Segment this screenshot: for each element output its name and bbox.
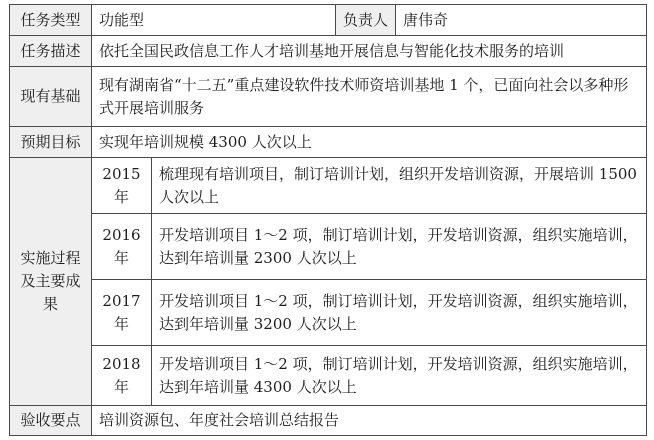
existing-basis-value: 现有湖南省“十二五”重点建设软件技术师资培训基地 1 个，已面向社会以多种形式开展培训服务 [92,67,647,127]
result-2017: 开发培训项目 1～2 项，制订培训计划，开发培训资源，组织实施培训，达到年培训量 3200 人次以上 [152,280,647,346]
owner-label: 负责人 [336,5,396,36]
owner-value: 唐伟奇 [396,5,647,36]
implementation-label: 实施过程及主要成果 [10,158,92,406]
row-task-type [10,5,647,36]
row-year-2016 [10,214,647,280]
year-2017: 2017 年 [92,280,152,346]
year-2018: 2018 年 [92,346,152,406]
acceptance-value: 培训资源包、年度社会培训总结报告 [92,406,647,436]
task-type-value: 功能型 [92,5,336,36]
task-table [9,4,647,436]
row-year-2017 [10,280,647,346]
result-2018: 开发培训项目 1～2 项，制订培训计划，开发培训资源，组织实施培训，达到年培训量 4300 人次以上 [152,346,647,406]
acceptance-label: 验收要点 [10,406,92,436]
year-2015: 2015 年 [92,158,152,214]
task-description-value: 依托全国民政信息工作人才培训基地开展信息与智能化技术服务的培训 [92,36,647,67]
expected-goal-value: 实现年培训规模 4300 人次以上 [92,127,647,158]
year-2016: 2016 年 [92,214,152,280]
result-2016: 开发培训项目 1～2 项，制订培训计划，开发培训资源，组织实施培训，达到年培训量 2300 人次以上 [152,214,647,280]
task-description-label: 任务描述 [10,36,92,67]
result-2015: 梳理现有培训项目，制订培训计划，组织开发培训资源，开展培训 1500 人次以上 [152,158,647,214]
row-task-description [10,36,647,67]
task-type-label: 任务类型 [10,5,92,36]
row-acceptance [10,406,647,436]
row-year-2018 [10,346,647,406]
expected-goal-label: 预期目标 [10,127,92,158]
row-expected-goal [10,127,647,158]
row-year-2015 [10,158,647,214]
row-existing-basis [10,67,647,127]
existing-basis-label: 现有基础 [10,67,92,127]
